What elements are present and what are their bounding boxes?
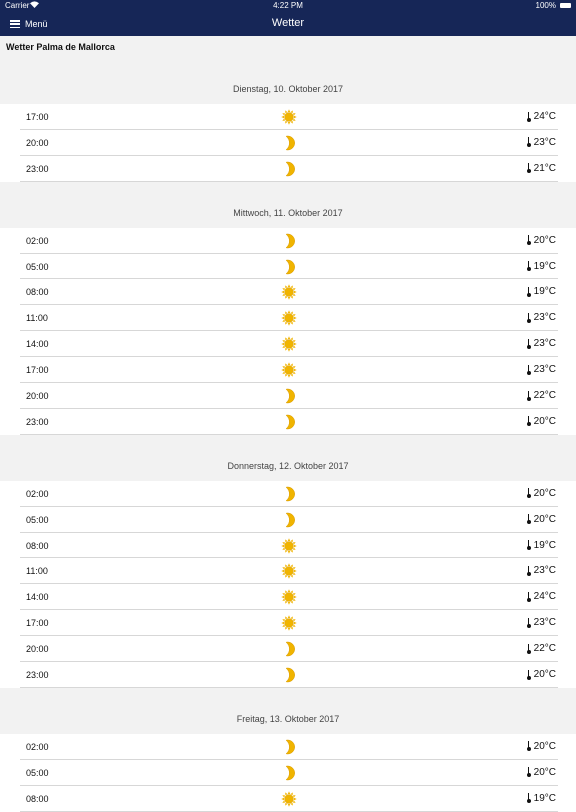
temperature-value: 23°C bbox=[533, 364, 556, 376]
sun-icon bbox=[281, 310, 297, 326]
temperature bbox=[527, 416, 556, 427]
moon-icon bbox=[281, 486, 297, 502]
forecast-time: 14:00 bbox=[26, 339, 49, 350]
forecast-row[interactable] bbox=[0, 786, 576, 812]
forecast-list[interactable] bbox=[0, 58, 576, 812]
moon-icon bbox=[281, 233, 297, 249]
moon-icon bbox=[281, 667, 297, 683]
forecast-time: 14:00 bbox=[26, 592, 49, 603]
forecast-time: 02:00 bbox=[26, 235, 49, 246]
day-section-header bbox=[0, 688, 576, 734]
forecast-row[interactable] bbox=[0, 507, 576, 533]
thermometer-icon bbox=[527, 339, 531, 349]
forecast-time: 17:00 bbox=[26, 365, 49, 376]
thermometer-icon bbox=[527, 592, 531, 602]
thermometer-icon bbox=[527, 793, 531, 803]
temperature-value: 21°C bbox=[533, 162, 556, 174]
temperature bbox=[527, 514, 556, 525]
temperature bbox=[527, 137, 556, 148]
temperature-value: 23°C bbox=[533, 565, 556, 577]
sun-icon bbox=[281, 791, 297, 807]
moon-icon bbox=[281, 259, 297, 275]
forecast-row[interactable] bbox=[0, 130, 576, 156]
page-title: Wetter Palma de Mallorca bbox=[6, 42, 115, 52]
forecast-row[interactable] bbox=[0, 357, 576, 383]
temperature-value: 19°C bbox=[533, 286, 556, 298]
forecast-time: 05:00 bbox=[26, 767, 49, 778]
thermometer-icon bbox=[527, 514, 531, 524]
forecast-row[interactable] bbox=[0, 228, 576, 254]
temperature bbox=[527, 741, 556, 752]
battery-icon bbox=[560, 3, 571, 8]
forecast-time: 08:00 bbox=[26, 287, 49, 298]
temperature-value: 19°C bbox=[533, 260, 556, 272]
temperature-value: 20°C bbox=[533, 740, 556, 752]
forecast-row[interactable] bbox=[0, 533, 576, 559]
moon-icon bbox=[281, 765, 297, 781]
status-time: 4:22 PM bbox=[273, 1, 303, 10]
forecast-row[interactable] bbox=[0, 383, 576, 409]
temperature bbox=[527, 591, 556, 602]
forecast-time: 11:00 bbox=[26, 566, 48, 577]
thermometer-icon bbox=[527, 540, 531, 550]
forecast-time: 20:00 bbox=[26, 391, 49, 402]
forecast-time: 17:00 bbox=[26, 112, 49, 122]
moon-icon bbox=[281, 641, 297, 657]
moon-icon bbox=[281, 739, 297, 755]
temperature bbox=[527, 235, 556, 246]
temperature-value: 20°C bbox=[533, 415, 556, 427]
forecast-time: 23:00 bbox=[26, 163, 49, 174]
sun-icon bbox=[281, 362, 297, 378]
nav-title: Wetter bbox=[271, 17, 305, 29]
forecast-row[interactable] bbox=[0, 558, 576, 584]
forecast-row[interactable] bbox=[0, 331, 576, 357]
moon-icon bbox=[281, 135, 297, 151]
forecast-row[interactable] bbox=[0, 279, 576, 305]
temperature-value: 24°C bbox=[533, 591, 556, 603]
day-date: Freitag, 13. Oktober 2017 bbox=[236, 713, 340, 724]
temperature bbox=[527, 111, 556, 122]
forecast-row[interactable] bbox=[0, 156, 576, 182]
forecast-row[interactable] bbox=[0, 481, 576, 507]
temperature bbox=[527, 617, 556, 628]
temperature-value: 20°C bbox=[533, 234, 556, 246]
forecast-row[interactable] bbox=[0, 104, 576, 130]
day-date: Dienstag, 10. Oktober 2017 bbox=[232, 84, 344, 94]
temperature-value: 20°C bbox=[533, 513, 556, 525]
moon-icon bbox=[281, 161, 297, 177]
forecast-time: 23:00 bbox=[26, 416, 49, 427]
thermometer-icon bbox=[527, 137, 531, 147]
thermometer-icon bbox=[527, 618, 531, 628]
forecast-row[interactable] bbox=[0, 305, 576, 331]
temperature-value: 23°C bbox=[533, 312, 556, 324]
forecast-time: 08:00 bbox=[26, 793, 49, 804]
temperature bbox=[527, 488, 556, 499]
temperature-value: 20°C bbox=[533, 669, 556, 681]
temperature bbox=[527, 163, 556, 174]
thermometer-icon bbox=[527, 235, 531, 245]
forecast-time: 11:00 bbox=[26, 313, 48, 324]
thermometer-icon bbox=[527, 416, 531, 426]
day-section-header bbox=[0, 58, 576, 104]
forecast-row[interactable] bbox=[0, 610, 576, 636]
sun-icon bbox=[281, 615, 297, 631]
temperature bbox=[527, 390, 556, 401]
forecast-time: 23:00 bbox=[26, 670, 49, 681]
thermometer-icon bbox=[527, 163, 531, 173]
temperature bbox=[527, 261, 556, 272]
temperature bbox=[527, 540, 556, 551]
nav-bar bbox=[0, 12, 576, 36]
thermometer-icon bbox=[527, 488, 531, 498]
temperature-value: 20°C bbox=[533, 487, 556, 499]
temperature-value: 23°C bbox=[533, 338, 556, 350]
forecast-time: 20:00 bbox=[26, 644, 49, 655]
forecast-time: 20:00 bbox=[26, 137, 49, 148]
forecast-row[interactable] bbox=[0, 584, 576, 610]
status-bar bbox=[0, 0, 576, 12]
forecast-row[interactable] bbox=[0, 760, 576, 786]
temperature-value: 24°C bbox=[533, 111, 556, 122]
thermometer-icon bbox=[527, 287, 531, 297]
temperature-value: 23°C bbox=[533, 136, 556, 148]
temperature bbox=[527, 338, 556, 349]
forecast-row[interactable] bbox=[0, 254, 576, 280]
temperature-value: 19°C bbox=[533, 792, 556, 804]
sun-icon bbox=[281, 336, 297, 352]
menu-label: Menü bbox=[25, 19, 48, 29]
temperature bbox=[527, 565, 556, 576]
thermometer-icon bbox=[527, 566, 531, 576]
temperature-value: 22°C bbox=[533, 643, 556, 655]
moon-icon bbox=[281, 512, 297, 528]
sun-icon bbox=[281, 109, 297, 125]
forecast-time: 05:00 bbox=[26, 514, 49, 525]
day-date: Donnerstag, 12. Oktober 2017 bbox=[227, 460, 349, 471]
moon-icon bbox=[281, 414, 297, 430]
temperature bbox=[527, 286, 556, 297]
battery-percent: 100% bbox=[535, 1, 556, 10]
temperature bbox=[527, 767, 556, 778]
thermometer-icon bbox=[527, 670, 531, 680]
sun-icon bbox=[281, 563, 297, 579]
carrier-label: Carrier bbox=[5, 1, 30, 10]
thermometer-icon bbox=[527, 261, 531, 271]
thermometer-icon bbox=[527, 644, 531, 654]
temperature bbox=[527, 312, 556, 323]
day-section-header bbox=[0, 435, 576, 481]
forecast-time: 02:00 bbox=[26, 741, 49, 752]
day-section-header bbox=[0, 182, 576, 228]
temperature bbox=[527, 669, 556, 680]
forecast-row[interactable] bbox=[0, 409, 576, 435]
temperature-value: 19°C bbox=[533, 539, 556, 551]
forecast-time: 08:00 bbox=[26, 540, 49, 551]
temperature-value: 23°C bbox=[533, 617, 556, 629]
thermometer-icon bbox=[527, 391, 531, 401]
thermometer-icon bbox=[527, 112, 531, 122]
forecast-time: 17:00 bbox=[26, 618, 49, 629]
temperature-value: 22°C bbox=[533, 390, 556, 402]
thermometer-icon bbox=[527, 313, 531, 323]
page-header bbox=[0, 36, 576, 58]
forecast-time: 05:00 bbox=[26, 261, 49, 272]
day-date: Mittwoch, 11. Oktober 2017 bbox=[233, 207, 343, 218]
forecast-row[interactable] bbox=[0, 636, 576, 662]
temperature bbox=[527, 364, 556, 375]
forecast-time: 02:00 bbox=[26, 488, 49, 499]
sun-icon bbox=[281, 538, 297, 554]
thermometer-icon bbox=[527, 365, 531, 375]
temperature-value: 20°C bbox=[533, 766, 556, 778]
thermometer-icon bbox=[527, 767, 531, 777]
forecast-row[interactable] bbox=[0, 662, 576, 688]
forecast-row[interactable] bbox=[0, 734, 576, 760]
temperature bbox=[527, 643, 556, 654]
temperature bbox=[527, 793, 556, 804]
thermometer-icon bbox=[527, 741, 531, 751]
sun-icon bbox=[281, 284, 297, 300]
sun-icon bbox=[281, 589, 297, 605]
moon-icon bbox=[281, 388, 297, 404]
